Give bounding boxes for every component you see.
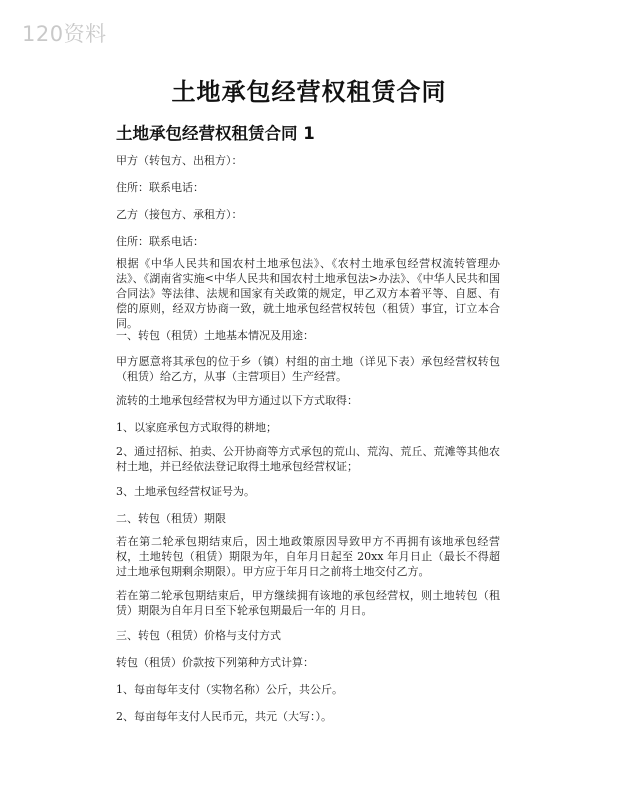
paragraph-price-method: 转包（租赁）价款按下列第种方式计算：	[116, 656, 314, 669]
document-title: 土地承包经营权租赁合同	[171, 78, 447, 106]
paragraph-heading-1: 一、转包（租赁）土地基本情况及用途：	[116, 329, 314, 342]
paragraph-item-1: 1、以家庭承包方式取得的耕地；	[116, 421, 277, 434]
paragraph-party-b-address: 住所：联系电话：	[116, 235, 204, 248]
paragraph-party-a-address: 住所：联系电话：	[116, 181, 204, 194]
paragraph-acquisition: 流转的土地承包经营权为甲方通过以下方式取得：	[116, 394, 358, 407]
paragraph-land-info: 甲方愿意将其承包的位于乡（镇）村组的亩土地（详见下表）承包经营权转包（租赁）给乙方，从事（主营项目）生产经营。	[116, 355, 500, 383]
paragraph-item-3: 3、土地承包经营权证号为。	[116, 485, 255, 498]
watermark: 120资料	[22, 22, 107, 46]
paragraph-party-b: 乙方（接包方、承租方）：	[116, 208, 243, 221]
paragraph-term-1: 若在第二轮承包期结束后，因土地政策原因导致甲方不再拥有该地承包经营权，土地转包（租赁）期限为年，自年月日起至 20xx 年月日止（最长不得超过土地承包期剩余期限）。甲方应于年月日之前将土地交付乙方。	[116, 535, 500, 578]
paragraph-heading-3: 三、转包（租赁）价格与支付方式	[116, 629, 281, 642]
paragraph-party-a: 甲方（转包方、出租方）：	[116, 154, 243, 167]
paragraph-price-2: 2、每亩每年支付人民币元，共元（大写：）。	[116, 710, 332, 723]
section-title: 土地承包经营权租赁合同 1	[116, 124, 315, 143]
paragraph-item-2: 2、通过招标、拍卖、公开协商等方式承包的荒山、荒沟、荒丘、荒滩等其他农村土地，并已经依法登记取得土地承包经营权证；	[116, 445, 500, 473]
paragraph-preamble: 根据《中华人民共和国农村土地承包法》、《农村土地承包经营权流转管理办法》、《湖南省实施<中华人民共和国农村土地承包法>办法》、《中华人民共和国合同法》等法律、法规和国家有关政策的规定，甲乙双方本着平等、自愿、有偿的原则，经双方协商一致，就土地承包经营权转包（租赁）事宜，订立本合同。	[116, 257, 500, 330]
paragraph-heading-2: 二、转包（租赁）期限	[116, 512, 226, 525]
paragraph-price-1: 1、每亩每年支付（实物名称）公斤，共公斤。	[116, 683, 343, 696]
paragraph-term-2: 若在第二轮承包期结束后，甲方继续拥有该地的承包经营权，则土地转包（租赁）期限为自年月日至下轮承包期最后一年的 月日。	[116, 589, 500, 617]
